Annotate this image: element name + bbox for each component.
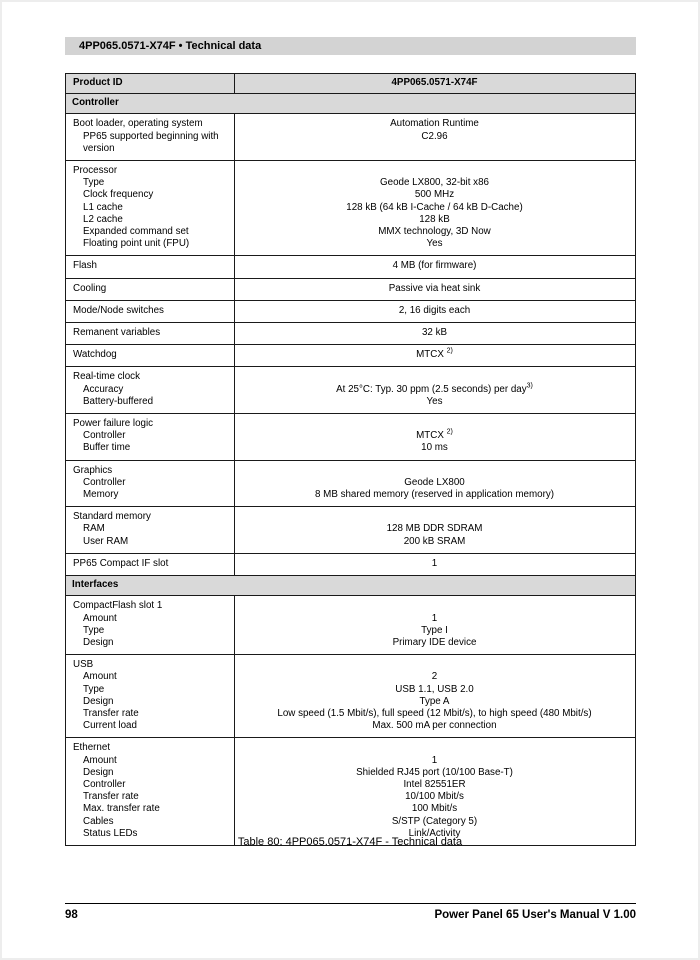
spec-value: Yes: [426, 238, 443, 250]
spec-value: [234, 742, 635, 754]
spec-value: MTCX $^{2)}$: [416, 347, 453, 361]
spec-label: Controller: [83, 778, 126, 790]
spec-value: Yes: [426, 395, 443, 407]
spec-label: Clock frequency: [83, 189, 154, 201]
spec-label: Amount: [83, 612, 117, 624]
spec-label: RAM: [83, 523, 105, 535]
spec-value: [234, 165, 635, 177]
spec-label: Remanent variables: [73, 327, 161, 339]
table-row: [66, 256, 635, 278]
spec-table-body: [66, 94, 635, 845]
table-row: [66, 554, 635, 576]
footnote-marker: 2): [446, 347, 453, 355]
spec-label: Cables: [83, 815, 114, 827]
spec-value: Intel 82551ER: [403, 778, 466, 790]
spec-value: 4 MB (for firmware): [392, 260, 477, 272]
spec-label: USB: [73, 659, 94, 671]
spec-label: Ethernet: [73, 742, 111, 754]
spec-label: Boot loader, operating system: [73, 118, 203, 130]
spec-value: Type A: [419, 695, 450, 707]
spec-value: 1: [431, 754, 438, 766]
spec-value: Geode LX800, 32-bit x86: [380, 177, 489, 189]
spec-label: Amount: [83, 754, 117, 766]
spec-label: Mode/Node switches: [73, 304, 164, 316]
table-header-value: 4PP065.0571-X74F: [391, 77, 478, 88]
spec-value: 1: [431, 612, 438, 624]
spec-value: Primary IDE device: [392, 636, 477, 648]
spec-label: Design: [83, 766, 114, 778]
spec-value: [234, 600, 635, 612]
spec-value: [234, 371, 635, 383]
spec-label: Cooling: [73, 282, 107, 294]
spec-value: Low speed (1.5 Mbit/s), full speed (12 Mbit/s), to high speed (480 Mbit/s): [277, 707, 592, 719]
spec-value: USB 1.1, USB 2.0: [395, 683, 474, 695]
spec-label: PP65 Compact IF slot: [73, 557, 169, 569]
spec-label: Processor: [73, 165, 118, 177]
section-header: Controller: [66, 94, 635, 114]
spec-label: Memory: [83, 489, 119, 501]
manual-title: Power Panel 65 User's Manual V 1.00: [434, 909, 636, 921]
spec-label: PP65 supported beginning with version: [83, 130, 219, 154]
spec-label: Controller: [83, 476, 126, 488]
spec-label: Power failure logic: [73, 418, 154, 430]
spec-value: At 25°C: Typ. 30 ppm (2.5 seconds) per day$^{3)}$: [336, 382, 533, 395]
table-row: [66, 655, 635, 738]
spec-label: Type: [83, 624, 105, 636]
table-row: [66, 461, 635, 508]
spec-label: Buffer time: [83, 442, 131, 454]
spec-label: Battery-buffered: [83, 395, 154, 407]
spec-value: MTCX $^{2)}$: [416, 429, 453, 442]
spec-value: Type I: [421, 624, 448, 636]
spec-value: [234, 659, 635, 671]
table-header-row: [66, 74, 635, 94]
spec-value: 1: [431, 557, 438, 569]
spec-label: Flash: [73, 260, 97, 272]
table-row: [66, 507, 635, 554]
spec-label: Status LEDs: [83, 827, 138, 839]
spec-label: Amount: [83, 671, 117, 683]
spec-value: 10/100 Mbit/s: [405, 791, 464, 803]
table-row: [66, 323, 635, 345]
table-caption: Table 80: 4PP065.0571-X74F - Technical data: [237, 836, 463, 848]
spec-label: Design: [83, 636, 114, 648]
spec-label: Transfer rate: [83, 791, 139, 803]
spec-label: User RAM: [83, 535, 129, 547]
table-row: [66, 301, 635, 323]
spec-value: Passive via heat sink: [388, 282, 481, 294]
spec-value: 100 Mbit/s: [411, 803, 458, 815]
spec-value: 128 MB DDR SDRAM: [386, 523, 483, 535]
spec-value: Automation Runtime: [390, 118, 479, 130]
spec-value: 128 kB: [419, 213, 450, 225]
table-header-label: Product ID: [73, 77, 123, 88]
spec-label: Transfer rate: [83, 707, 139, 719]
spec-value: [234, 418, 635, 430]
spec-label: Graphics: [73, 464, 113, 476]
table-row: [66, 367, 635, 414]
spec-value: [234, 465, 635, 477]
spec-value: 128 kB (64 kB I-Cache / 64 kB D-Cache): [346, 201, 523, 213]
table-row: [66, 414, 635, 461]
spec-label: Expanded command set: [83, 226, 189, 238]
spec-value: 32 kB: [421, 327, 448, 339]
spec-value: [234, 511, 635, 523]
spec-value: Link/Activity: [408, 827, 461, 839]
spec-value: 200 kB SRAM: [403, 535, 466, 547]
spec-value: MMX technology, 3D Now: [378, 226, 491, 238]
page-title: 4PP065.0571-X74F • Technical data: [79, 40, 262, 52]
spec-label: Type: [83, 177, 105, 189]
spec-label: L1 cache: [83, 201, 123, 213]
table-row: [66, 114, 635, 161]
page-header-bar: [65, 37, 636, 55]
page-number: 98: [65, 909, 78, 921]
spec-value: 10 ms: [421, 442, 448, 454]
table-row: [66, 596, 635, 655]
spec-value: 2: [431, 671, 438, 683]
spec-value: 500 MHz: [414, 189, 455, 201]
table-row: [66, 345, 635, 367]
spec-label: Standard memory: [73, 511, 151, 523]
spec-value: C2.96: [421, 130, 448, 142]
table-row: [66, 738, 635, 845]
spec-value: 8 MB shared memory (reserved in application memory): [314, 489, 555, 501]
spec-value: Max. 500 mA per connection: [372, 720, 497, 732]
spec-label: CompactFlash slot 1: [73, 600, 163, 612]
table-row: [66, 161, 635, 256]
spec-value: Shielded RJ45 port (10/100 Base-T): [356, 766, 513, 778]
footnote-marker: 2): [446, 429, 453, 436]
spec-label: Design: [83, 695, 114, 707]
footnote-marker: 3): [526, 382, 533, 390]
spec-label: L2 cache: [83, 213, 123, 225]
spec-label: Current load: [83, 720, 137, 732]
spec-value: S/STP (Category 5): [391, 815, 478, 827]
spec-label: Type: [83, 683, 105, 695]
spec-label: Controller: [83, 430, 126, 442]
spec-value: 2, 16 digits each: [398, 304, 471, 316]
spec-value: Geode LX800: [404, 476, 465, 488]
table-row: [66, 279, 635, 301]
section-header: Interfaces: [66, 576, 635, 596]
spec-label: Floating point unit (FPU): [83, 238, 190, 250]
spec-table: [65, 73, 636, 846]
page-footer: [65, 903, 636, 921]
spec-label: Real-time clock: [73, 371, 140, 383]
spec-label: Accuracy: [83, 383, 124, 395]
spec-label: Max. transfer rate: [83, 803, 160, 815]
spec-label: Watchdog: [73, 349, 117, 361]
